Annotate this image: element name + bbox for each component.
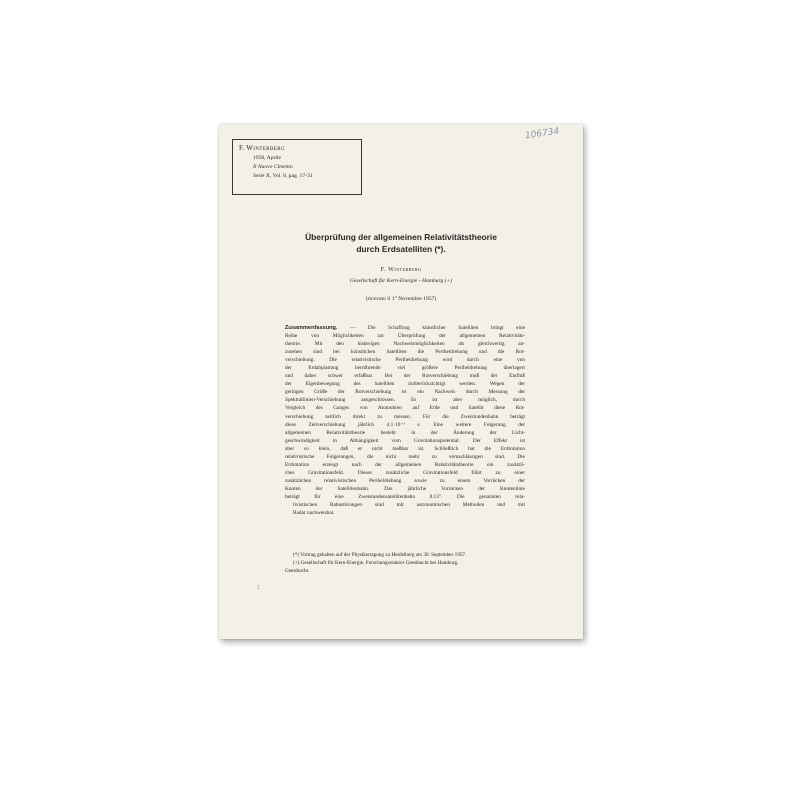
- abstract-line: verschiebung zeitlich direkt zu messen. Für die Zweistundenbahn beträgt: [285, 413, 525, 420]
- article-title-line-1: Überprüfung der allgemeinen Relativitätstheorie: [305, 232, 497, 242]
- abstract-line: beträgt für eine Zweistundensatellitenbahn 0.13". Die genannten rela-: [285, 493, 525, 500]
- abstract-line: allgemeinen Relativitätstheorie besteht in der Änderung der Licht-: [285, 429, 525, 436]
- abstract-line: Spektrallinien-Verschiebung ausgeschlossen. Es ist aber möglich, durch: [285, 397, 525, 404]
- abstract-line: Radar nachweisbar.: [293, 510, 335, 517]
- footnotes: [285, 552, 525, 575]
- footnote-2-continued: Geesthacht.: [285, 567, 310, 574]
- abstract-line: und daher schwer erfaßbar. Bei der Rotverschiebung muß der Einfluß: [285, 373, 525, 380]
- abstract-line: verschiebung. Die relativistische Periheldrehung wird durch eine von: [285, 357, 525, 364]
- abstract-line: zusehen sind bei künstlichen Satelliten die Periheldrehung und die Rot-: [285, 349, 525, 356]
- reference-date: 1958, Aprile: [253, 155, 281, 161]
- abstract-line: Vergleich des Ganges von Atomuhren auf Erde und Satellit diese Rot-: [285, 405, 525, 412]
- footnote-1: (*) Vortrag gehalten auf der Physikertagung zu Heidelberg am 30. September 1957.: [293, 552, 467, 558]
- reference-series: Serie X, Vol. 8, pag. 17-31: [253, 173, 313, 179]
- abstract-line: diese Zeitverschiebung jährlich 4.1·10⁻³ s. Eine weitere Folgerung der: [285, 421, 525, 428]
- document-sheet: [219, 124, 583, 639]
- abstract-line: — Die Schaffung künstlicher Satelliten bringt eine: [350, 325, 525, 331]
- abstract-line: ches Gravitationsfeld. Dieses zusätzliche Gravitationsfeld führt zu einer: [285, 469, 525, 476]
- page-mark: 2: [257, 586, 260, 591]
- abstract-line: geringen Größe der Rotverschiebung ist ein Nachweis durch Messung der: [285, 389, 525, 396]
- footnote-2: (+) Gesellschaft für Kern-Energie, Forschungsreaktor Geesthacht bei Hamburg,: [293, 559, 459, 566]
- abstract-heading: Zusammenfassung.: [285, 325, 338, 331]
- article-title-line-2: durch Erdsatelliten (*).: [356, 244, 446, 254]
- abstract-line: der Eigenbewegung des Satelliten mitberücksichtigt werden. Wegen der: [285, 381, 525, 388]
- article-author: F. Winterberg: [380, 266, 422, 273]
- abstract-line: der Erdabplattung herrührende viel größere Periheldrehung überlagert: [285, 365, 525, 372]
- reference-box: [232, 139, 362, 195]
- handwritten-number: 106734: [524, 126, 560, 142]
- reference-author-initial: F.: [239, 144, 245, 152]
- article-title: [219, 231, 583, 255]
- article-affiliation: Gesellschaft für Kern-Energie - Hamburg (+): [349, 278, 453, 284]
- abstract-line: tivistischen Bahnstörungen sind mit astronomischen Methoden und mit: [293, 502, 525, 509]
- received-date: (ricevuto il 1° Novembre 1957): [365, 296, 437, 302]
- abstract-line: Knoten der Satellitenbahn. Das jährliche Vorrücken der Knotenlinie: [285, 485, 525, 492]
- abstract-line: Erdrotation erzeugt nach der allgemeinen Relativitätstheorie ein zusätzli-: [285, 461, 525, 468]
- abstract-line: zusätzlichen relativistischen Periheldrehung sowie zu einem Vorrücken der: [285, 477, 525, 484]
- abstract-line: theorie. Mit den bisherigen Nachweismöglichkeiten als gleichwertig an-: [285, 341, 525, 348]
- abstract-line: aber so klein, daß er nicht meßbar ist. Schließlich hat die Erdrotation: [285, 445, 525, 452]
- reference-journal: Il Nuovo Cimento: [253, 164, 293, 170]
- abstract-line: geschwindigkeit in Abhängigkeit vom Gravitationspotential. Der Effekt ist: [285, 437, 525, 444]
- reference-author-name: Winterberg: [246, 144, 285, 152]
- abstract-line: Reihe von Möglichkeiten zur Überprüfung der allgemeinen Relativitäts-: [285, 333, 525, 340]
- abstract-line: relativistische Folgerungen, die nicht mehr zu vernachlässigen sind. Die: [285, 453, 525, 460]
- abstract: [285, 324, 525, 517]
